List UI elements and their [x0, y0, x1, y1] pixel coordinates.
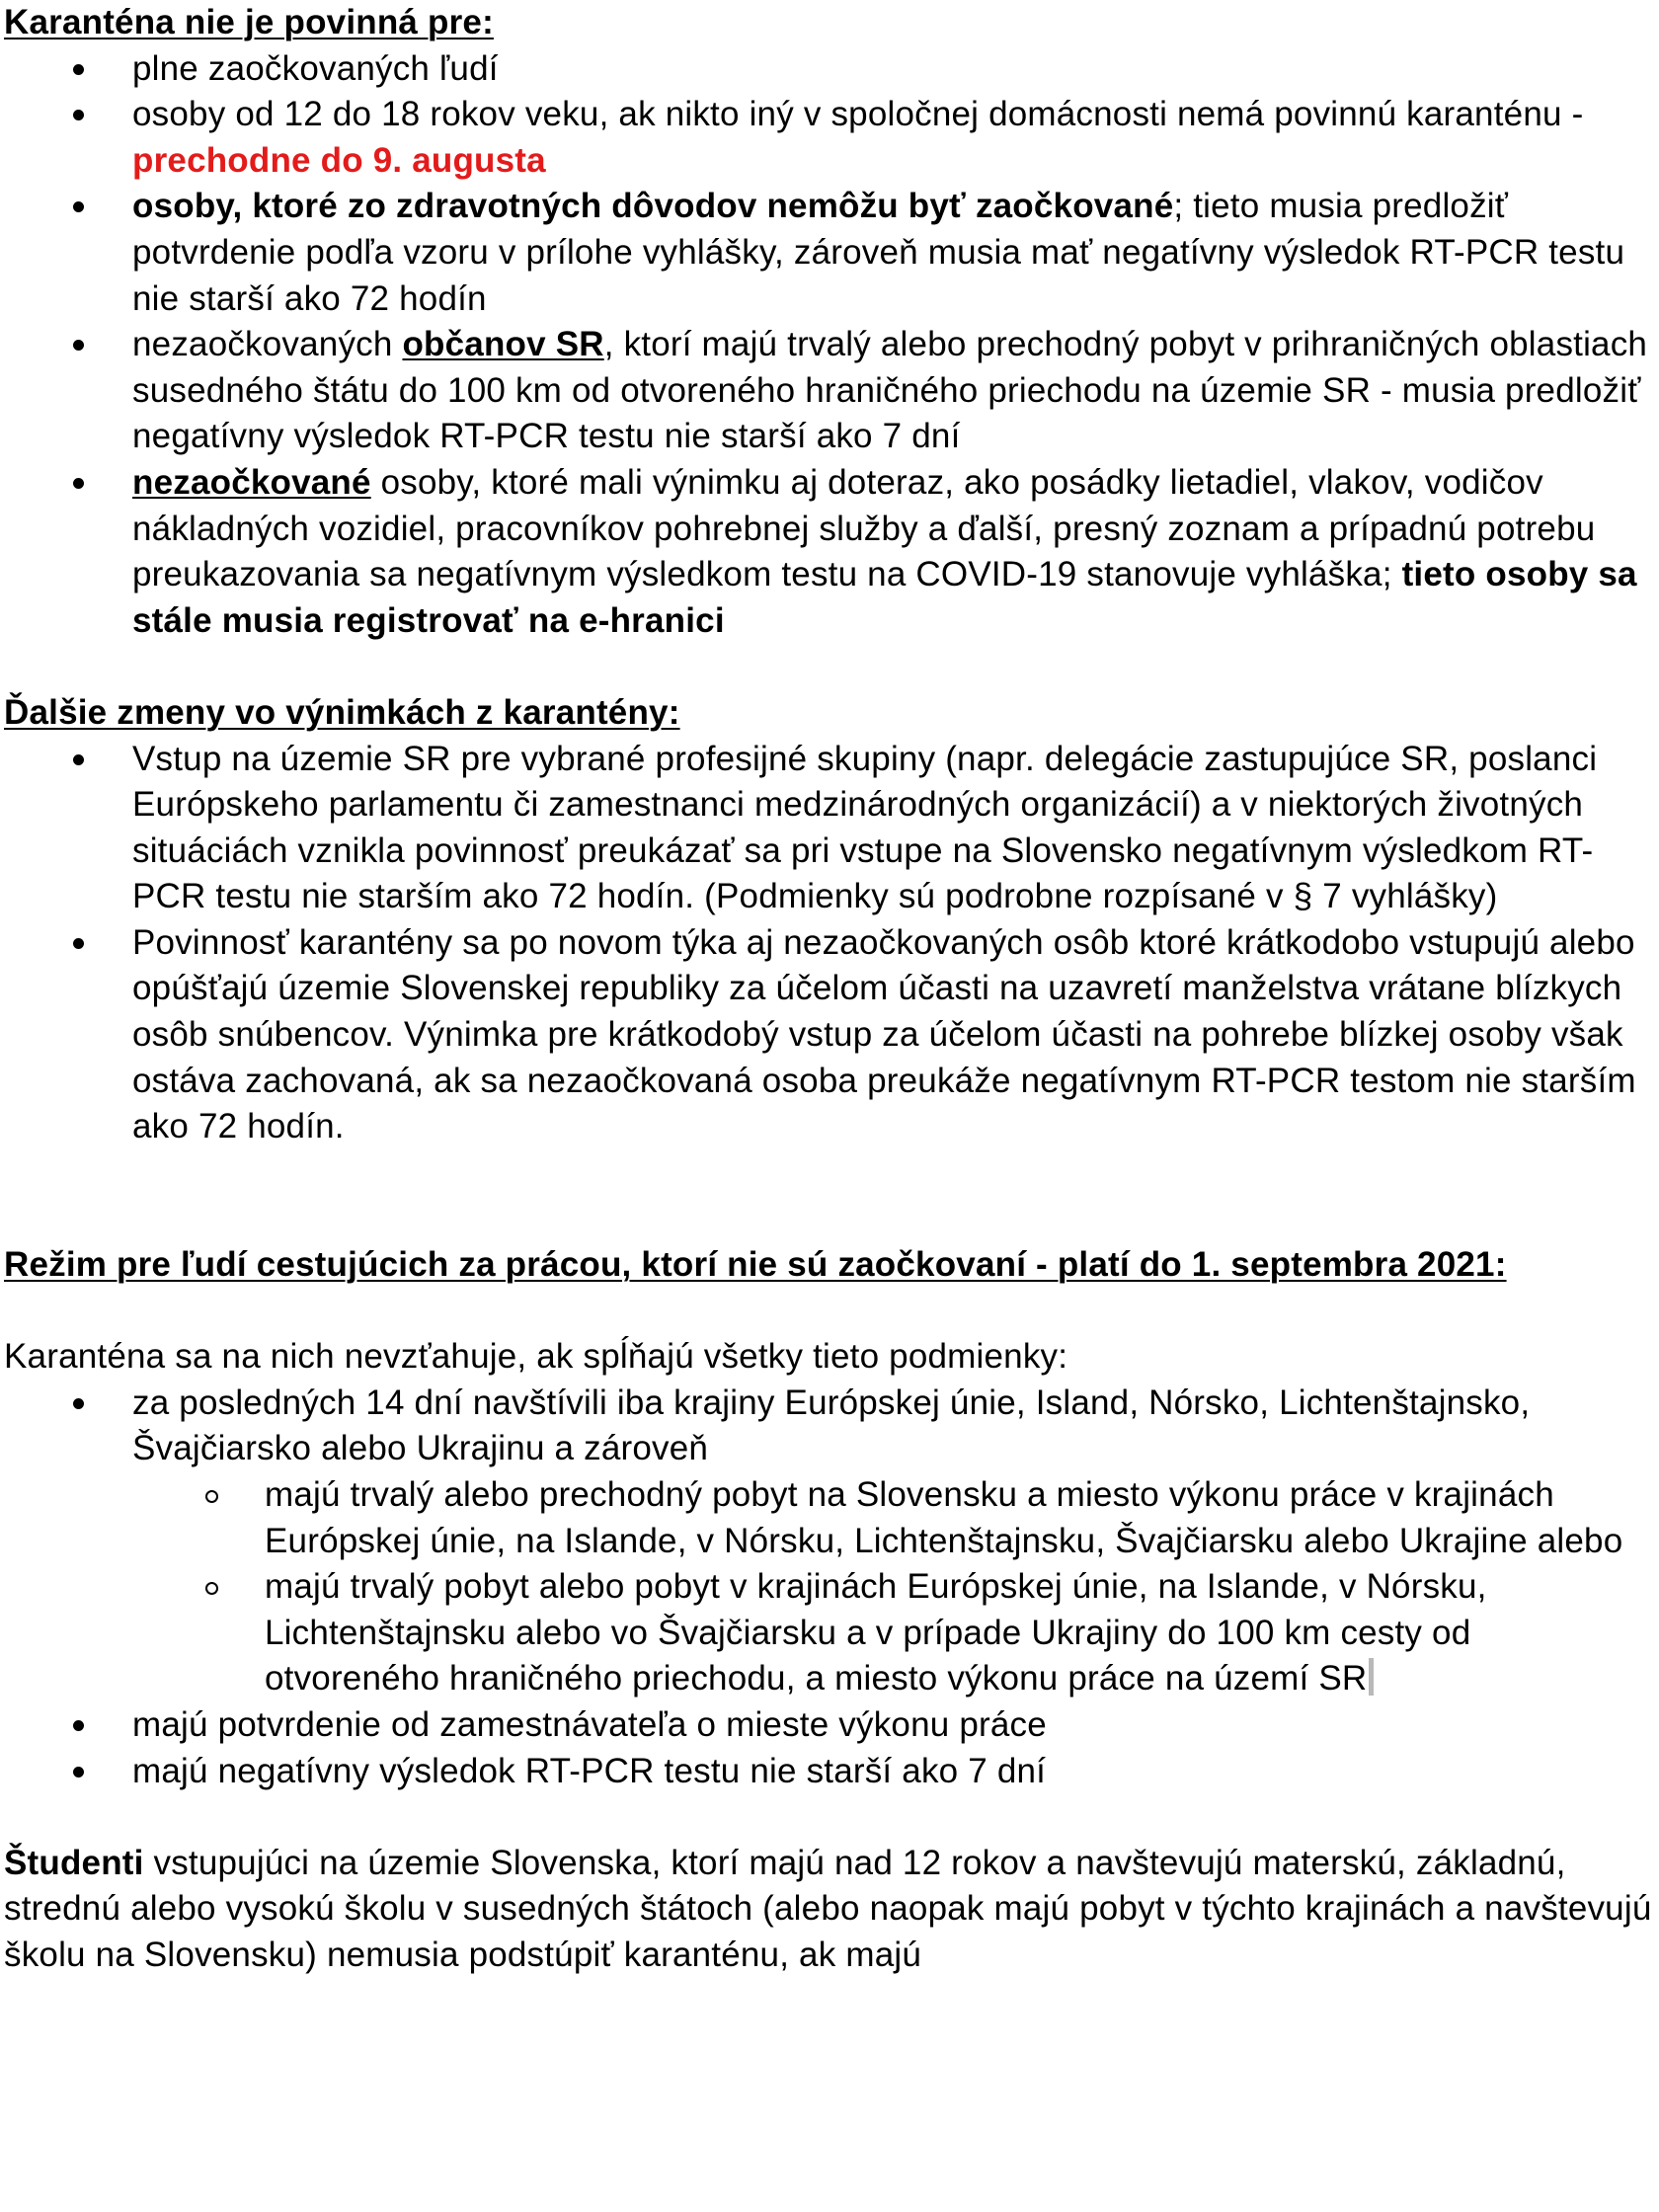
list-item: Vstup na územie SR pre vybrané profesijné skupiny (napr. delegácie zastupujúce SR, poslanci Európskeho parlamentu či zamestnanci medzinárodných organizácií) a v niektorých životných situáciách vznikla povinnosť preukázať sa pri vstupe na Slovensko negatívnym výsledkom RT-PCR testu nie starším ako 72 hodín. (Podmienky sú podrobne rozpísané v § 7 vyhlášky): [4, 737, 1655, 920]
list-item: nezaočkovaných občanov SR, ktorí majú trvalý alebo prechodný pobyt v prihraničných oblastiach susedného štátu do 100 km od otvoreného hraničného priechodu na územie SR - musia predložiť negatívny výsledok RT-PCR testu nie starší ako 7 dní: [4, 322, 1655, 460]
list-item: nezaočkované osoby, ktoré mali výnimku aj doteraz, ako posádky lietadiel, vlakov, vodičov nákladných vozidiel, pracovníkov pohrebnej služby a ďalší, presný zoznam a prípadnú potrebu preukazovania sa negatívnym výsledkom testu na COVID-19 stanovuje vyhláška; tieto osoby sa stále musia registrovať na e-hranici: [4, 460, 1655, 644]
list-item: plne zaočkovaných ľudí: [4, 46, 1655, 93]
quarantine-exemptions-list: [4, 46, 1655, 645]
deadline-highlight: prechodne do 9. augusta: [132, 140, 546, 180]
list-item: Povinnosť karantény sa po novom týka aj nezaočkovaných osôb ktoré krátkodobo vstupujú alebo opúšťajú územie Slovenskej republiky za účelom účasti na uzavretí manželstva vrátane blízkych osôb snúbencov. Výnimka pre krátkodobý vstup za účelom účasti na pohrebe blízkej osoby však ostáva zachovaná, ak sa nezaočkovaná osoba preukáže negatívnym RT-PCR testom nie starším ako 72 hodín.: [4, 920, 1655, 1150]
commuters-regime-heading: Režim pre ľudí cestujúcich za prácou, ktorí nie sú zaočkovaní - platí do 1. septembra 2021:: [4, 1245, 1507, 1285]
sub-list-item: majú trvalý alebo prechodný pobyt na Slovensku a miesto výkonu práce v krajinách Európskej únie, na Islande, v Nórsku, Lichtenštajnsku, Švajčiarsku alebo Ukrajine alebo: [4, 1472, 1649, 1564]
list-item: majú potvrdenie od zamestnávateľa o mieste výkonu práce: [4, 1702, 1655, 1749]
other-changes-list: [4, 737, 1655, 1150]
sub-list-item: majú trvalý pobyt alebo pobyt v krajinách Európskej únie, na Islande, v Nórsku, Lichtenštajnsku alebo vo Švajčiarsku a v prípade Ukrajiny do 100 km cesty od otvoreného hraničného priechodu, a miesto výkonu práce na území SR: [4, 1564, 1649, 1702]
other-changes-heading: Ďalšie zmeny vo výnimkách z karantény:: [4, 692, 680, 732]
list-item: za posledných 14 dní navštívili iba krajiny Európskej únie, Island, Nórsko, Lichtenštajnsko, Švajčiarsko alebo Ukrajinu a zároveň majú trvalý alebo prechodný pobyt na Slovensku a miesto výkonu práce v krajinách Európskej únie, na Islande, v Nórsku, Lichtenštajnsku, Švajčiarsku alebo Ukrajine alebo majú trvalý pobyt alebo pobyt v krajinách Európskej únie, na Islande, v Nórsku, Lichtenštajnsku alebo vo Švajčiarsku a v prípade Ukrajiny do 100 km cesty od otvoreného hraničného priechodu, a miesto výkonu práce na území SR: [4, 1381, 1655, 1702]
text-cursor: [1369, 1658, 1374, 1696]
commuters-sublist: [4, 1472, 1649, 1702]
list-item: osoby od 12 do 18 rokov veku, ak nikto iný v spoločnej domácnosti nemá povinnú karanténu - prechodne do 9. augusta: [4, 92, 1655, 184]
students-paragraph: Študenti vstupujúci na územie Slovenska, ktorí majú nad 12 rokov a navštevujú materskú, základnú, strednú alebo vysokú školu v susedných štátoch (alebo naopak majú pobyt v týchto krajinách a navštevujú školu na Slovensku) nemusia podstúpiť karanténu, ak majú: [4, 1843, 1652, 1974]
commuters-intro: Karanténa sa na nich nevzťahuje, ak spĺňajú všetky tieto podmienky:: [4, 1337, 1068, 1377]
list-item: osoby, ktoré zo zdravotných dôvodov nemôžu byť zaočkované; tieto musia predložiť potvrdenie podľa vzoru v prílohe vyhlášky, zároveň musia mať negatívny výsledok RT-PCR testu nie starší ako 72 hodín: [4, 184, 1655, 322]
list-item: majú negatívny výsledok RT-PCR testu nie starší ako 7 dní: [4, 1749, 1655, 1795]
commuters-conditions-list: [4, 1381, 1655, 1794]
quarantine-exemptions-heading: Karanténa nie je povinná pre:: [4, 3, 494, 41]
